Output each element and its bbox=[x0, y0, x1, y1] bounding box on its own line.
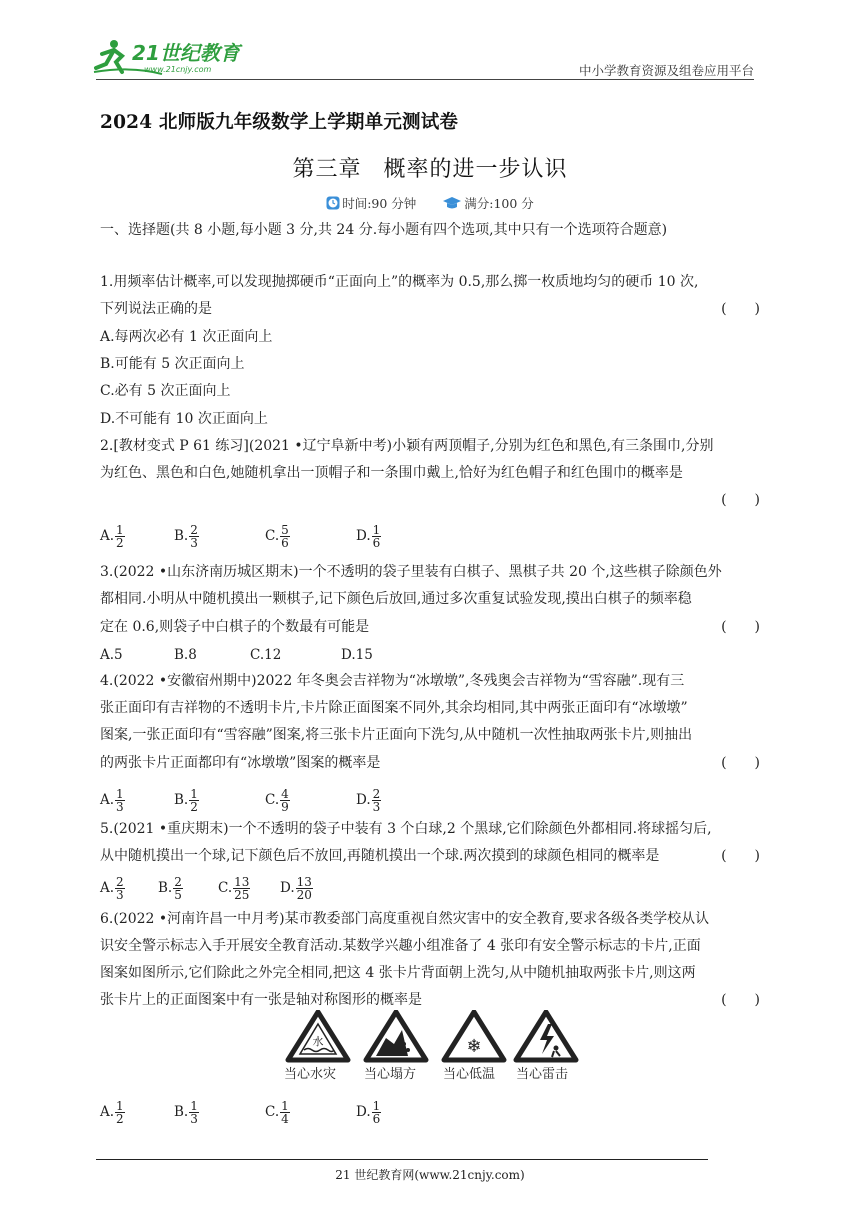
question-2-stem: 2.[教材变式 P 61 练习](2021 •辽宁阜新中考)小颖有两顶帽子,分别为红色和黑色,有三条围巾,分别 bbox=[100, 438, 714, 454]
answer-blank: ( ) bbox=[721, 492, 760, 508]
question-6-option-a: A. $\frac{1}{2}$ bbox=[100, 1099, 124, 1126]
question-6-option-d: D. $\frac{1}{6}$ bbox=[356, 1099, 381, 1126]
footer-link[interactable]: 21 世纪教育网(www.21cnjy.com) bbox=[335, 1168, 525, 1182]
question-4-stem: 图案,一张正面印有“雪容融”图案,将三张卡片正面向下洗匀,从中随机一次性抽取两张卡片,则抽出 bbox=[100, 727, 693, 743]
question-4-stem: 张正面印有吉祥物的不透明卡片,卡片除正面图案不同外,其余均相同,其中两张正面印有“冰墩墩” bbox=[100, 700, 688, 716]
question-3-stem: 都相同.小明从中随机摸出一颗棋子,记下颜色后放回,通过多次重复试验发现,摸出白棋子的频率稳 bbox=[100, 591, 692, 607]
question-4-option-c: C. $\frac{4}{9}$ bbox=[265, 787, 289, 814]
question-4-option-b: B. $\frac{1}{2}$ bbox=[174, 787, 198, 814]
question-2-option-c: C. $\frac{5}{6}$ bbox=[265, 523, 289, 550]
question-5-option-b: B. $\frac{2}{5}$ bbox=[158, 875, 182, 902]
exam-meta bbox=[0, 194, 860, 213]
question-6-stem: 张卡片上的正面图案中有一张是轴对称图形的概率是 bbox=[100, 992, 422, 1008]
low-temperature-warning-icon bbox=[444, 1012, 504, 1060]
question-2-option-b: B. $\frac{2}{3}$ bbox=[174, 523, 198, 550]
question-3-option-c: C.12 bbox=[250, 647, 282, 663]
sign-label-lightning: 当心雷击 bbox=[516, 1067, 569, 1082]
question-1-option-b: B.可能有 5 次正面向上 bbox=[100, 356, 245, 372]
sign-label-flood: 当心水灾 bbox=[284, 1067, 337, 1082]
question-3-option-d: D.15 bbox=[341, 647, 373, 663]
question-5-option-c: C. $\frac{13}{25}$ bbox=[218, 875, 250, 902]
question-5-option-a: A. $\frac{2}{3}$ bbox=[100, 875, 124, 902]
question-1-stem: 1.用频率估计概率,可以发现抛掷硬币“正面向上”的概率为 0.5,那么掷一枚质地均匀的硬币 10 次, bbox=[100, 274, 699, 290]
svg-text:水: 水 bbox=[312, 1035, 324, 1048]
question-6-stem: 6.(2022 •河南许昌一中月考)某市教委部门高度重视自然灾害中的安全教育,要求各级各类学校从认 bbox=[100, 911, 710, 927]
answer-blank: ( ) bbox=[721, 755, 760, 771]
question-1-option-a: A.每两次必有 1 次正面向上 bbox=[100, 329, 273, 345]
question-2-stem: 为红色、黑色和白色,她随机拿出一顶帽子和一条围巾戴上,恰好为红色帽子和红色围巾的概率是 bbox=[100, 465, 683, 481]
logo-text: 21世纪教育 bbox=[132, 41, 240, 65]
exam-time: 时间:90 分钟 bbox=[342, 196, 417, 211]
question-2-option-d: D. $\frac{1}{6}$ bbox=[356, 523, 381, 550]
answer-blank: ( ) bbox=[721, 848, 760, 864]
header-divider bbox=[96, 79, 754, 80]
question-6-option-c: C. $\frac{1}{4}$ bbox=[265, 1099, 289, 1126]
section-heading: 一、选择题(共 8 小题,每小题 3 分,共 24 分.每小题有四个选项,其中只有一个选项符合题意) bbox=[100, 222, 668, 238]
chapter-title bbox=[0, 152, 860, 183]
answer-blank: ( ) bbox=[721, 619, 760, 635]
clock-icon bbox=[326, 196, 340, 210]
answer-blank: ( ) bbox=[721, 992, 760, 1008]
exam-score: 满分:100 分 bbox=[464, 196, 534, 211]
question-5-stem: 5.(2021 •重庆期末)一个不透明的袋子中装有 3 个白球,2 个黑球,它们除颜色外都相同.将球摇匀后, bbox=[100, 821, 712, 837]
flood-warning-icon bbox=[288, 1012, 348, 1060]
logo-url: www.21cnjy.com bbox=[144, 65, 212, 74]
question-1-option-d: D.不可能有 10 次正面向上 bbox=[100, 411, 268, 427]
site-logo bbox=[92, 36, 262, 78]
question-4-stem: 的两张卡片正面都印有“冰墩墩”图案的概率是 bbox=[100, 755, 381, 771]
question-6-stem: 识安全警示标志入手开展安全教育活动.某数学兴趣小组准备了 4 张印有安全警示标志的卡片,正面 bbox=[100, 938, 701, 954]
question-4-option-d: D. $\frac{2}{3}$ bbox=[356, 787, 381, 814]
lightning-warning-icon bbox=[516, 1012, 576, 1060]
sign-label-landslide: 当心塌方 bbox=[364, 1067, 417, 1082]
sign-label-low-temperature: 当心低温 bbox=[443, 1067, 496, 1082]
chapter-name: 概率的进一步认识 bbox=[383, 157, 568, 182]
question-4-stem: 4.(2022 •安徽宿州期中)2022 年冬奥会吉祥物为“冰墩墩”,冬残奥会吉祥物为“雪容融”.现有三 bbox=[100, 673, 685, 689]
question-3-option-a: A.5 bbox=[100, 647, 123, 663]
chapter-number: 第三章 bbox=[292, 157, 362, 182]
footer-divider bbox=[96, 1159, 708, 1160]
question-5-stem: 从中随机摸出一个球,记下颜色后不放回,再随机摸出一个球.两次摸到的球颜色相同的概率是 bbox=[100, 848, 660, 864]
question-2-option-a: A. $\frac{1}{2}$ bbox=[100, 523, 124, 550]
site-tagline: 中小学教育资源及组卷应用平台 bbox=[578, 63, 754, 78]
landslide-warning-icon bbox=[366, 1012, 426, 1060]
svg-text:❄: ❄ bbox=[466, 1036, 482, 1057]
question-5-option-d: D. $\frac{13}{20}$ bbox=[280, 875, 312, 902]
document-title: 2024 北师版九年级数学上学期单元测试卷 bbox=[100, 112, 459, 133]
question-1-stem: 下列说法正确的是 bbox=[100, 301, 212, 317]
graduation-cap-icon bbox=[442, 196, 462, 210]
question-1-option-c: C.必有 5 次正面向上 bbox=[100, 383, 231, 399]
question-3-option-b: B.8 bbox=[174, 647, 197, 663]
question-3-stem: 定在 0.6,则袋子中白棋子的个数最有可能是 bbox=[100, 619, 370, 635]
question-6-stem: 图案如图所示,它们除此之外完全相同,把这 4 张卡片背面朝上洗匀,从中随机抽取两张卡片,则这两 bbox=[100, 965, 696, 981]
question-6-option-b: B. $\frac{1}{3}$ bbox=[174, 1099, 198, 1126]
answer-blank: ( ) bbox=[721, 301, 760, 317]
question-3-stem: 3.(2022 •山东济南历城区期末)一个不透明的袋子里装有白棋子、黑棋子共 20 个,这些棋子除颜色外 bbox=[100, 564, 722, 580]
question-4-option-a: A. $\frac{1}{3}$ bbox=[100, 787, 124, 814]
